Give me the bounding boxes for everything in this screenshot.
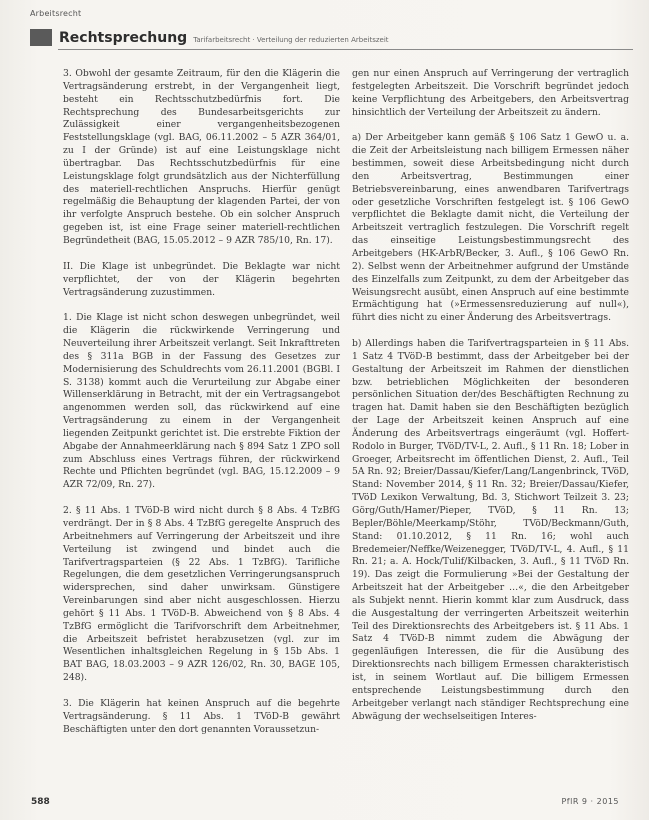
paragraph: 3. Die Klägerin hat keinen Anspruch auf die begehrte Vertragsänderung. § 11 Abs. 1 TVöD-B gewährt Beschäftigten unter den dort genannten Voraussetzun- [63, 697, 340, 735]
paragraph: 2. § 11 Abs. 1 TVöD-B wird nicht durch § 8 Abs. 4 TzBfG verdrängt. Der in § 8 Abs. 4 TzBfG geregelte Anspruch des Arbeitnehmers auf Verringerung der Arbeitszeit und ihre Verteilung ist zwingend und bindet auch die Tarifvertragsparteien (§ 22 Abs. 1 TzBfG). Tarifliche Regelungen, die dem gesetzlichen Verringerungsanspruch widersprechen, sind daher unwirksam. Günstigere Vereinbarungen sind aber nicht ausgeschlossen. Hierzu gehört § 11 Abs. 1 TVöD-B. Abweichend von § 8 Abs. 4 TzBfG ermöglicht die Tarifvorschrift dem Arbeitnehmer, die Arbeitszeit befristet herabzusetzen (vgl. zur im Wesentlichen inhaltsgleichen Regelung in § 15b Abs. 1 BAT BAG, 18.03.2003 – 9 AZR 126/02, Rn. 30, BAGE 105, 248). [63, 505, 340, 684]
right-column [352, 68, 629, 736]
section-label: Arbeitsrecht [30, 9, 82, 18]
header-subtitle: Tarifarbeitsrecht · Verteilung der reduzierten Arbeitszeit [193, 36, 389, 44]
header-title: Rechtsprechung [59, 30, 188, 46]
header-marker [30, 29, 52, 46]
paragraph: II. Die Klage ist unbegründet. Die Beklagte war nicht verpflichtet, der von der Klägerin begehrten Vertragsänderung zuzustimmen. [63, 260, 340, 298]
page-header [30, 22, 630, 50]
left-column [63, 68, 340, 750]
page-number: 588 [31, 797, 50, 807]
paragraph: 1. Die Klage ist nicht schon deswegen unbegründet, weil die Klägerin die rückwirkende Verringerung und Neuverteilung ihrer Arbeitszeit verlangt. Seit Inkrafttreten des § 311a BGB in der Fassung des Gesetzes zur Modernisierung des Schuldrechts vom 26.11.2001 (BGBl. I S. 3138) kommt auch die Verurteilung zur Abgabe einer Willenserklärung in Betracht, mit der ein Vertragsangebot angenommen werden soll, das rückwirkend auf eine Vertragsänderung zu einem in der Vergangenheit liegenden Zeitpunkt gerichtet ist. Die erstrebte Fiktion der Abgabe der Annahmeerklärung nach § 894 Satz 1 ZPO soll zum Abschluss eines Vertrags führen, der rückwirkend Rechte und Pflichten begründet (vgl. BAG, 15.12.2009 – 9 AZR 72/09, Rn. 27). [63, 312, 340, 491]
header-rule [58, 49, 633, 50]
paragraph: gen nur einen Anspruch auf Verringerung der vertraglich festgelegten Arbeitszeit. Die Vorschrift begründet jedoch keine Verpflichtung des Arbeitgebers, den Arbeitsvertrag hinsichtlich der Verteilung der Arbeitszeit zu ändern. [352, 68, 629, 118]
paragraph: b) Allerdings haben die Tarifvertragsparteien in § 11 Abs. 1 Satz 4 TVöD-B bestimmt, dass der Arbeitgeber bei der Gestaltung der Arbeitszeit im Rahmen der dienstlichen bzw. betrieblichen Möglichkeiten der besonderen persönlichen Situation der/des Beschäftigten Rechnung zu tragen hat. Damit haben sie den Beschäftigten bezüglich der Lage der Arbeitszeit keinen Anspruch auf eine Änderung des Arbeitsvertrags eingeräumt (vgl. Hoffert-Rodolo in Burger, TVöD/TV-L, 2. Aufl., § 11 Rn. 18; Lober in Groeger, Arbeitsrecht im öffentlichen Dienst, 2. Aufl., Teil 5A Rn. 92; Breier/Dassau/Kiefer/Lang/Langenbrinck, TVöD, Stand: November 2014, § 11 Rn. 32; Breier/Dassau/Kiefer, TVöD Lexikon Verwaltung, Bd. 3, Stichwort Teilzeit 3. 23; Görg/Guth/Hamer/Pieper, TVöD, § 11 Rn. 13; Bepler/Böhle/Meerkamp/Stöhr, TVöD/Beckmann/Guth, Stand: 01.10.2012, § 11 Rn. 16; wohl auch Bredemeier/Neffke/Weizenegger, TVöD/TV-L, 4. Aufl., § 11 Rn. 21; a. A. Hock/Tulif/Kilbacken, 3. Aufl., § 11 TVöD Rn. 19). Das zeigt die Formulierung »Bei der Gestaltung der Arbeitszeit hat der Arbeitgeber …«, die den Arbeitgeber als Subjekt nennt. Hierin kommt klar zum Ausdruck, dass die Ausgestaltung der verringerten Arbeitszeit weiterhin Teil des Direktionsrechts des Arbeitgebers ist. § 11 Abs. 1 Satz 4 TVöD-B nimmt zudem die Abwägung der gegenläufigen Interessen, die für die Ausübung des Direktionsrechts nach billigem Ermessen charakteristisch ist, in seinem Wortlaut auf. Die billigem Ermessen entsprechende Leistungsbestimmung durch den Arbeitgeber verlangt nach ständiger Rechtsprechung eine Abwägung der wechselseitigen Interes- [352, 338, 629, 722]
journal-issue: PflR 9 · 2015 [561, 797, 619, 806]
paragraph: a) Der Arbeitgeber kann gemäß § 106 Satz 1 GewO u. a. die Zeit der Arbeitsleistung nach billigem Ermessen näher bestimmen, soweit diese Arbeitsbedingung nicht durch den Arbeitsvertrag, Bestimmungen einer Betriebsvereinbarung, eines anwendbaren Tarifvertrags oder gesetzliche Vorschriften festgelegt ist. § 106 GewO verpflichtet die Beklagte damit nicht, die Verteilung der Arbeitszeit vertraglich festzulegen. Die Vorschrift regelt das einseitige Leistungsbestimmungsrecht des Arbeitgebers (HK-ArbR/Becker, 3. Aufl., § 106 GewO Rn. 2). Selbst wenn der Arbeitnehmer aufgrund der Umstände des Einzelfalls zum Zeitpunkt, zu dem der Arbeitgeber das Weisungsrecht ausübt, einen Anspruch auf eine bestimmte Ermächtigung hat (»Ermessensreduzierung auf null«), führt dies nicht zu einer Änderung des Arbeitsvertrags. [352, 132, 629, 324]
paragraph: 3. Obwohl der gesamte Zeitraum, für den die Klägerin die Vertragsänderung erstrebt, in der Vergangenheit liegt, besteht ein Rechtsschutzbedürfnis fort. Die Rechtsprechung des Bundesarbeitsgerichts zur Zulässigkeit einer vergangenheitsbezogenen Feststellungsklage (vgl. BAG, 06.11.2002 – 5 AZR 364/01, zu I der Gründe) ist auf eine Leistungsklage nicht übertragbar. Das Rechtsschutzbedürfnis für eine Leistungsklage folgt grundsätzlich aus der Nichterfüllung des materiell-rechtlichen Anspruchs. Hierfür genügt regelmäßig die Behauptung der klagenden Partei, der von ihr verfolgte Anspruch bestehe. Ob ein solcher Anspruch gegeben ist, ist eine Frage seiner materiell-rechtlichen Begründetheit (BAG, 15.05.2012 – 9 AZR 785/10, Rn. 17). [63, 68, 340, 246]
